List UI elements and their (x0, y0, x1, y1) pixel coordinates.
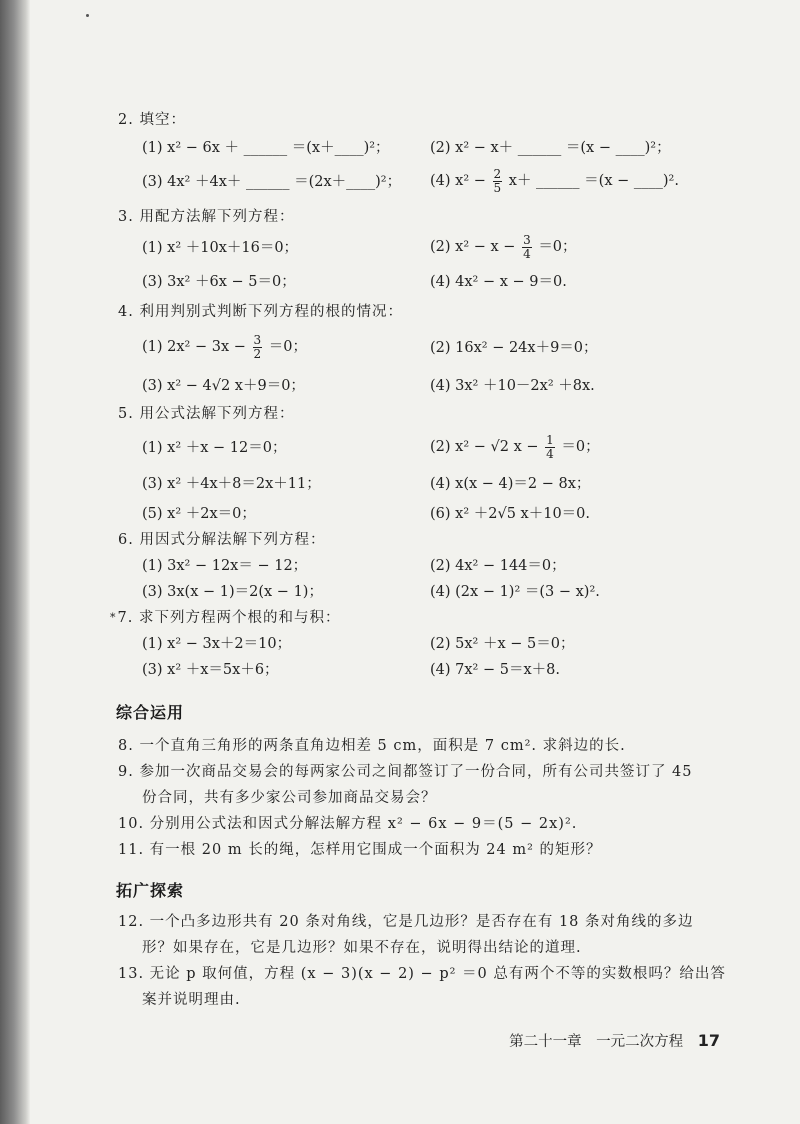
q7-item-1: (1) x² − 3x＋2＝10； (142, 636, 292, 652)
q5-item-5: (5) x² ＋2x＝0； (142, 506, 256, 522)
fraction (493, 168, 503, 195)
q3-item-2 (430, 232, 577, 262)
q2-item-4 (430, 166, 679, 196)
fraction (545, 434, 555, 461)
section-heading-apply: 综合运用 (116, 703, 185, 722)
q4-item-1-tail: ＝0； (268, 339, 307, 355)
q5-title: 5. 用公式法解下列方程： (118, 406, 295, 422)
q3-item-3: (3) 3x² ＋6x − 5＝0； (142, 274, 296, 290)
q5-item-3: (3) x² ＋4x＋8＝2x＋11； (142, 476, 321, 492)
q3-item-1: (1) x² ＋10x＋16＝0； (142, 240, 299, 256)
q6-item-4: (4) (2x − 1)² ＝(3 − x)². (430, 584, 600, 600)
q7-title-text: 7. 求下列方程两个根的和与积： (117, 610, 341, 626)
q3-title: 3. 用配方法解下列方程： (118, 209, 295, 225)
section-heading-explore: 拓广探索 (116, 881, 185, 900)
q9-line-2: 份合同，共有多少家公司参加商品交易会？ (142, 790, 437, 806)
fraction (522, 234, 532, 261)
fraction-denominator: 4 (546, 446, 554, 461)
q5-item-4: (4) x(x − 4)＝2 − 8x； (430, 476, 591, 492)
q3-item-2-tail: ＝0； (538, 239, 577, 255)
q2-item-1: (1) x² − 6x ＋ ______ ＝(x＋____)²； (142, 140, 390, 156)
q2-item-4-tail: x＋ ______ ＝(x − ____)². (508, 173, 679, 189)
q5-item-6: (6) x² ＋2√5 x＋10＝0. (430, 506, 591, 522)
fraction-numerator: 2 (493, 166, 502, 181)
q2-title: 2. 填空： (118, 112, 186, 128)
fraction (253, 334, 263, 361)
fraction-denominator: 4 (523, 246, 531, 261)
q6-item-3: (3) 3x(x − 1)＝2(x − 1)； (142, 584, 323, 600)
q7-item-3: (3) x² ＋x＝5x＋6； (142, 662, 279, 678)
q5-item-2-lead: (2) x² − √2 x − (430, 439, 539, 455)
q6-title: 6. 用因式分解法解下列方程： (118, 532, 326, 548)
q4-item-4: (4) 3x² ＋10－2x² ＋8x. (430, 378, 595, 394)
scan-speck (86, 14, 89, 17)
q5-item-2-tail: ＝0； (561, 439, 600, 455)
q12-line-2: 形？如果存在，它是几边形？如果不存在，说明得出结论的道理. (142, 940, 582, 956)
q2-item-3: (3) 4x² ＋4x＋ ______ ＝(2x＋____)²； (142, 174, 402, 190)
q9-line-1: 9. 参加一次商品交易会的每两家公司之间都签订了一份合同，所有公司共签订了 45 (118, 764, 693, 780)
fraction-numerator: 1 (546, 432, 554, 447)
q8: 8. 一个直角三角形的两条直角边相差 5 cm，面积是 7 cm². 求斜边的长. (118, 738, 626, 754)
q3-item-2-lead: (2) x² − x − (430, 239, 516, 255)
fraction-numerator: 3 (523, 232, 531, 247)
q2-item-4-lead: (4) x² − (430, 173, 486, 189)
fraction-numerator: 3 (253, 332, 262, 347)
q4-title: 4. 利用判别式判断下列方程的根的情况： (118, 304, 403, 320)
q4-item-3: (3) x² − 4√2 x＋9＝0； (142, 378, 305, 394)
optional-star: * (110, 611, 117, 624)
q7-title (110, 608, 340, 628)
fraction-denominator: 5 (493, 180, 502, 195)
q6-item-2: (2) 4x² − 144＝0； (430, 558, 566, 574)
page-number: 17 (697, 1031, 720, 1050)
fraction-denominator: 2 (253, 346, 262, 361)
q4-item-2: (2) 16x² − 24x＋9＝0； (430, 340, 598, 356)
q13-line-1: 13. 无论 p 取何值，方程 (x − 3)(x − 2) − p² ＝0 总有两个不等的实数根吗？给出答 (118, 966, 726, 982)
book-binding-shadow (0, 0, 30, 1124)
page-footer (509, 1030, 720, 1051)
q3-item-4: (4) 4x² − x − 9＝0. (430, 274, 567, 290)
q5-item-1: (1) x² ＋x − 12＝0； (142, 440, 287, 456)
q2-item-2: (2) x² − x＋ ______ ＝(x − ____)²； (430, 140, 671, 156)
q12-line-1: 12. 一个凸多边形共有 20 条对角线，它是几边形？是否存在有 18 条对角线的多边 (118, 914, 694, 930)
q4-item-1 (142, 332, 307, 362)
q4-item-1-lead: (1) 2x² − 3x − (142, 339, 246, 355)
q10: 10. 分别用公式法和因式分解法解方程 x² − 6x − 9＝(5 − 2x)². (118, 816, 578, 832)
chapter-title: 第二十一章 一元二次方程 (509, 1034, 684, 1050)
q5-item-2 (430, 432, 600, 462)
q7-item-2: (2) 5x² ＋x − 5＝0； (430, 636, 575, 652)
q7-item-4: (4) 7x² − 5＝x＋8. (430, 662, 560, 678)
q11: 11. 有一根 20 m 长的绳，怎样用它围成一个面积为 24 m² 的矩形？ (118, 842, 602, 858)
q6-item-1: (1) 3x² − 12x＝ − 12； (142, 558, 308, 574)
q13-line-2: 案并说明理由. (142, 992, 241, 1008)
